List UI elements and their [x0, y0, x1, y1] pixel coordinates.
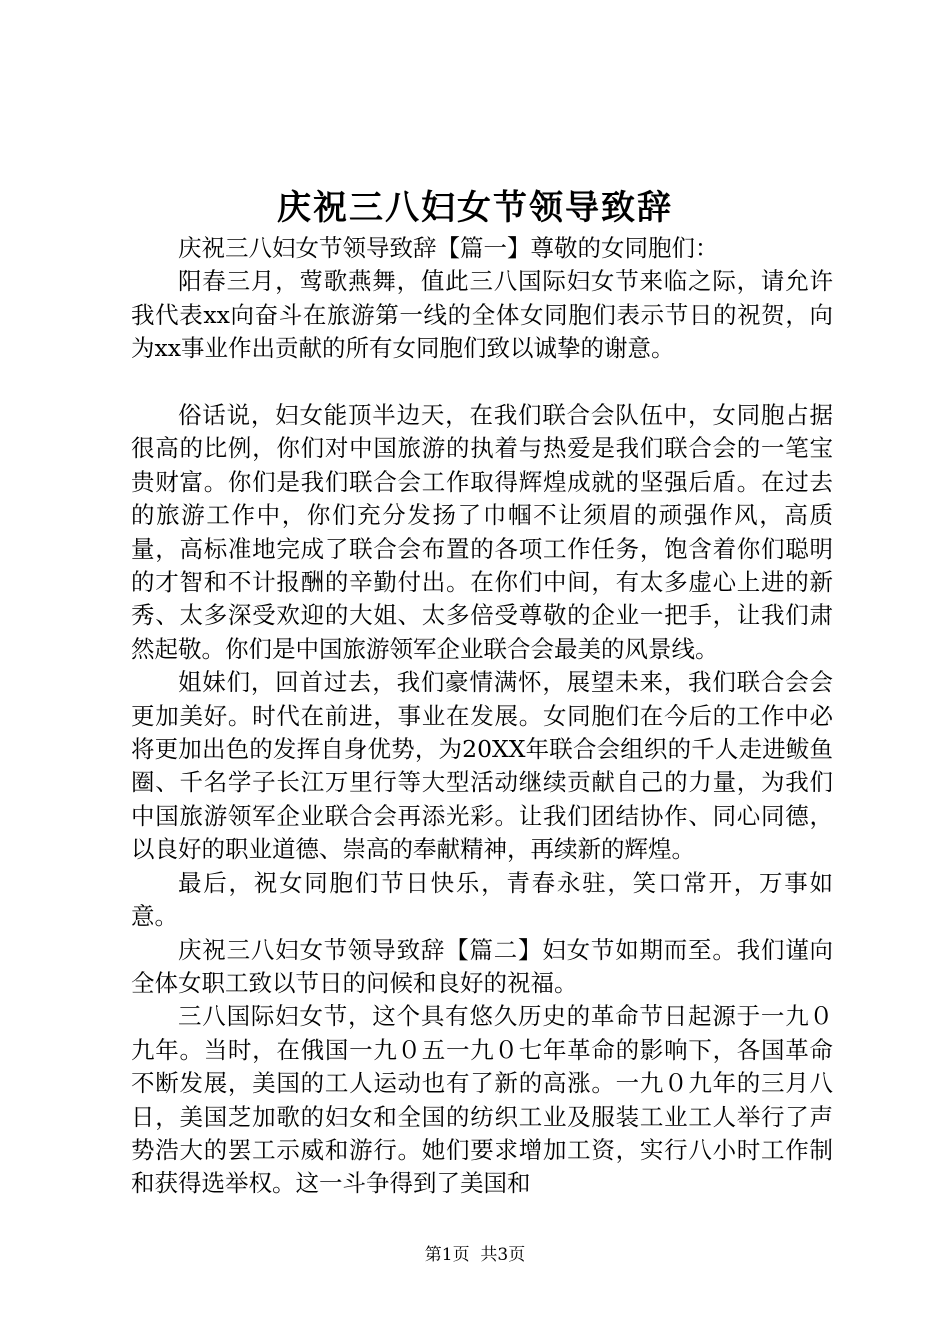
document-title: 庆祝三八妇女节领导致辞	[277, 188, 673, 228]
paragraph-history: 三八国际妇女节，这个具有悠久历史的革命节日起源于一九０九年。当时，在俄国一九０五一九０七年革命的影响下，各国革命不断发展，美国的工人运动也有了新的高涨。一九０九年的三月八日，美国芝加歌的妇女和全国的纺织工业及服装工业工人举行了声势浩大的罢工示威和游行。她们要求增加工资，实行八小时工作制和获得选举权。这一斗争得到了美国和	[131, 1002, 833, 1198]
paragraph-proverb: 俗话说，妇女能顶半边天，在我们联合会队伍中，女同胞占据很高的比例，你们对中国旅游的执着与热爱是我们联合会的一笔宝贵财富。你们是我们联合会工作取得辉煌成就的坚强后盾。在过去的旅游工作中，你们充分发扬了巾帼不让须眉的顽强作风，高质量，高标准地完成了联合会布置的各项工作任务，饱含着你们聪明的才智和不计报酬的辛勤付出。在你们中间，有太多虚心上进的新秀、太多深受欢迎的大姐、太多倍受尊敬的企业一把手，让我们肃然起敬。你们是中国旅游领军企业联合会最美的风景线。	[131, 401, 833, 663]
paragraph-closing-wishes: 最后，祝女同胞们节日快乐，青春永驻，笑口常开，万事如意。	[131, 868, 833, 931]
paragraph-opening: 庆祝三八妇女节领导致辞【篇一】尊敬的女同胞们：	[178, 234, 719, 262]
document-body	[131, 232, 833, 1201]
paragraph-sisters: 姐妹们，回首过去，我们豪情满怀，展望未来，我们联合会会更加美好。时代在前进，事业在发展。女同胞们在今后的工作中必将更加出色的发挥自身优势，为20XX年联合会组织的千人走进鲅鱼圈、千名学子长江万里行等大型活动继续贡献自己的力量，为我们中国旅游领军企业联合会再添光彩。让我们团结协作、同心同德，以良好的职业道德、崇高的奉献精神，再续新的辉煌。	[131, 668, 833, 864]
paragraph-part-two: 庆祝三八妇女节领导致辞【篇二】妇女节如期而至。我们谨向全体女职工致以节日的问候和良好的祝福。	[131, 935, 833, 997]
paragraph-greeting: 阳春三月，莺歌燕舞，值此三八国际妇女节来临之际，请允许我代表xx向奋斗在旅游第一线的全体女同胞们表示节日的祝贺，向为xx事业作出贡献的所有女同胞们致以诚挚的谢意。	[131, 267, 833, 363]
page-footer: 第1页 共3页	[424, 1245, 526, 1265]
